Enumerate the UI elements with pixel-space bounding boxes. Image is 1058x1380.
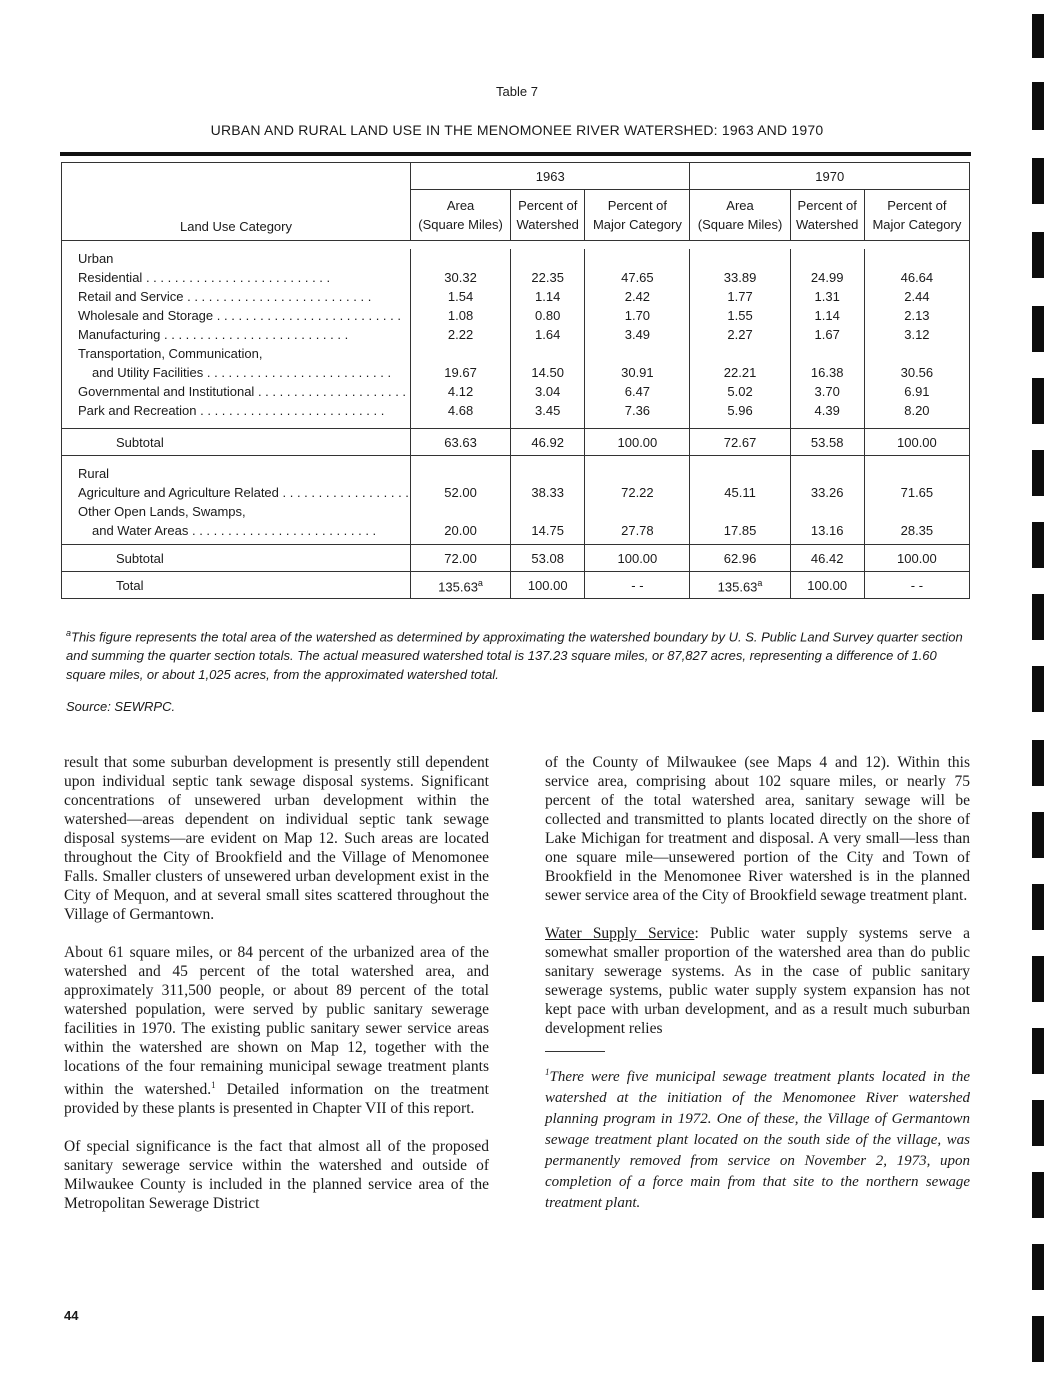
category-header-cell xyxy=(62,163,411,241)
summary-label: Subtotal xyxy=(62,545,411,572)
value-cell: 72.22 xyxy=(585,483,690,502)
value-cell: 13.16 xyxy=(790,521,864,540)
value-cell: 24.99 xyxy=(790,268,864,287)
value-cell: 100.00 xyxy=(585,545,690,572)
value-cell: 4.68 xyxy=(411,401,511,420)
rural-subtotal-row xyxy=(62,545,970,572)
value-cell: 1.31 xyxy=(790,287,864,306)
value-cell: 2.44 xyxy=(864,287,969,306)
table-row-label-line: Transportation, Communication, xyxy=(62,344,970,363)
value-cell: 33.26 xyxy=(790,483,864,502)
table-row-label-line: Other Open Lands, Swamps, xyxy=(62,502,970,521)
table-row xyxy=(62,363,970,382)
value-cell: 27.78 xyxy=(585,521,690,540)
value-cell: 0.80 xyxy=(511,306,585,325)
table-row xyxy=(62,483,970,502)
scan-edge-bar xyxy=(1032,1316,1044,1362)
row-label: Agriculture and Agriculture Related . . . xyxy=(78,485,411,500)
value-cell: - - xyxy=(585,572,690,599)
value-cell: 100.00 xyxy=(585,429,690,456)
column-footnote: $^1$There were five municipal sewage treatment plants located in the watershed at the initiation of the Menomonee River watershed planning program in 1972. One of these, the Village of Germantown sewage treatment plant located on the south side of the village, was permanently removed from service on November 2, 1973, upon completion of a force main from that site to the northern sewage treatment plant. xyxy=(545,1067,970,1211)
value-cell: 63.63 xyxy=(411,429,511,456)
footnote-ref: 1 xyxy=(211,1080,216,1090)
value-cell: 62.96 xyxy=(690,545,790,572)
year-header-row xyxy=(62,163,970,190)
land-use-table xyxy=(61,162,970,599)
pct-watershed-header-1963: Percent of Watershed xyxy=(511,190,585,241)
value-cell: 16.38 xyxy=(790,363,864,382)
scan-edge-bar xyxy=(1032,378,1044,424)
value-cell: 1.14 xyxy=(511,287,585,306)
text-column-left xyxy=(64,753,489,1232)
table-number: Table 7 xyxy=(496,84,538,99)
row-label: Wholesale and Storage . . . xyxy=(78,308,401,323)
scan-edge-bar xyxy=(1032,812,1044,858)
pct-watershed-header-1970: Percent of Watershed xyxy=(790,190,864,241)
value-cell: 45.11 xyxy=(690,483,790,502)
value-cell: 4.12 xyxy=(411,382,511,401)
scan-edge-bar xyxy=(1032,594,1044,640)
value-cell: 1.77 xyxy=(690,287,790,306)
scan-edge-bar xyxy=(1032,740,1044,786)
value-cell: 28.35 xyxy=(864,521,969,540)
value-cell: 1.08 xyxy=(411,306,511,325)
value-cell: 100.00 xyxy=(790,572,864,599)
section-label-urban: Urban xyxy=(62,249,970,268)
row-label: and Utility Facilities . . . xyxy=(92,365,391,380)
value-cell: 3.12 xyxy=(864,325,969,344)
value-cell: 8.20 xyxy=(864,401,969,420)
value-cell: 1.64 xyxy=(511,325,585,344)
value-cell: 46.42 xyxy=(790,545,864,572)
value-cell: 2.42 xyxy=(585,287,690,306)
value-cell: 72.00 xyxy=(411,545,511,572)
value-cell: 1.55 xyxy=(690,306,790,325)
value-cell: 14.75 xyxy=(511,521,585,540)
text-column-right xyxy=(545,753,970,1233)
value-cell: 6.91 xyxy=(864,382,969,401)
spacer xyxy=(62,456,970,465)
row-label: Park and Recreation . . . xyxy=(78,403,384,418)
value-cell: 46.92 xyxy=(511,429,585,456)
category-header: Land Use Category xyxy=(179,219,292,234)
row-label: Manufacturing . . . xyxy=(78,327,348,342)
table-top-rule xyxy=(60,152,971,156)
value-cell: 52.00 xyxy=(411,483,511,502)
value-cell: 30.56 xyxy=(864,363,969,382)
year-1963-header: 1963 xyxy=(411,163,690,190)
row-label: and Water Areas . . . xyxy=(92,523,376,538)
row-label: Residential . . . xyxy=(78,270,330,285)
table-row xyxy=(62,382,970,401)
area-header-1970: Area (Square Miles) xyxy=(690,190,790,241)
pct-major-header-1963: Percent of Major Category xyxy=(585,190,690,241)
value-cell: 1.70 xyxy=(585,306,690,325)
value-cell: 2.22 xyxy=(411,325,511,344)
value-cell: 33.89 xyxy=(690,268,790,287)
footnote-text: This figure represents the total area of the watershed as determined by approximating the watershed boundary by U. S. Public Land Survey quarter section and summing the quarter section totals. The actual measured watershed total is 137.23 square miles, or 87,827 acres, representing a difference of 1.60 square miles, or about 1,025 acres, from the approximated watershed total. xyxy=(66,629,963,683)
value-cell: 72.67 xyxy=(690,429,790,456)
value-cell: 100.00 xyxy=(864,545,969,572)
summary-label: Total xyxy=(62,572,411,599)
value-cell: 30.32 xyxy=(411,268,511,287)
scan-edge-bar xyxy=(1032,1100,1044,1146)
value-cell: 30.91 xyxy=(585,363,690,382)
paragraph: About 61 square miles, or 84 percent of the urbanized area of the watershed and 45 percent of the total watershed area, and approximately 311,500 people, or about 89 percent of the total watershed population, were served by public sanitary sewerage facilities in 1970. The existing public sanitary sewer service areas within the watershed are shown on Map 12, together with the locations of the four remaining municipal sewage treatment plants within the watershed.$^1$ Detailed information on the treatment provided by these plants is presented in Chapter VII of this report. xyxy=(64,944,489,1118)
urban-rows xyxy=(62,268,970,420)
value-cell: 2.27 xyxy=(690,325,790,344)
spacer xyxy=(62,420,970,429)
value-cell: 4.39 xyxy=(790,401,864,420)
table-title: URBAN AND RURAL LAND USE IN THE MENOMONEE RIVER WATERSHED: 1963 AND 1970 xyxy=(210,122,824,138)
value-cell: 100.00 xyxy=(864,429,969,456)
table-row xyxy=(62,325,970,344)
row-label: Governmental and Institutional . . . xyxy=(78,384,411,399)
scan-edge-bar xyxy=(1032,884,1044,930)
value-cell: 22.21 xyxy=(690,363,790,382)
scan-edge-bar xyxy=(1032,1028,1044,1074)
paragraph: Water Supply Service: Public water supply systems serve a somewhat smaller proportion of the watershed area than do public sanitary sewerage systems. As in the case of public sanitary sewerage systems, public water supply system expansion has not kept pace with urban development, and as a result much suburban development relies xyxy=(545,925,970,1037)
scan-edge-bar xyxy=(1032,14,1044,58)
value-cell: 2.13 xyxy=(864,306,969,325)
area-header-1963: Area (Square Miles) xyxy=(411,190,511,241)
scan-edge-bar xyxy=(1032,450,1044,496)
section-heading: Water Supply Service xyxy=(545,925,695,942)
header-divider xyxy=(62,241,970,250)
value-cell: 135.63$^a$ xyxy=(690,572,790,599)
value-cell: - - xyxy=(864,572,969,599)
value-cell: 135.63$^a$ xyxy=(411,572,511,599)
table-row xyxy=(62,521,970,540)
value-cell: 38.33 xyxy=(511,483,585,502)
table-row xyxy=(62,401,970,420)
table-row xyxy=(62,268,970,287)
value-cell: 53.08 xyxy=(511,545,585,572)
value-cell: 5.02 xyxy=(690,382,790,401)
paragraph: Of special significance is the fact that almost all of the proposed sanitary sewerage service within the watershed and outside of Milwaukee County is included in the planned service area of the Metropolitan Sewerage District xyxy=(64,1138,489,1213)
total-row xyxy=(62,572,970,599)
summary-label: Subtotal xyxy=(62,429,411,456)
table-footnote xyxy=(66,624,978,684)
value-cell: 6.47 xyxy=(585,382,690,401)
paragraph: of the County of Milwaukee (see Maps 4 and 12). Within this service area, comprising about 102 square miles, or nearly 75 percent of the total watershed area, sanitary sewage will be collected and transmitted to plants located directly on the shore of Lake Michigan for treatment and disposal. A very small—less than one square mile—unsewered portion of the City and Town of Brookfield in the Menomonee River watershed is in the planned sewer service area of the City of Brookfield sewage treatment plant. xyxy=(545,754,970,904)
value-cell: 100.00 xyxy=(511,572,585,599)
scan-edge-bar xyxy=(1032,306,1044,352)
value-cell: 22.35 xyxy=(511,268,585,287)
value-cell: 3.70 xyxy=(790,382,864,401)
footnote-marker: a xyxy=(66,628,72,638)
table-row xyxy=(62,306,970,325)
scan-edge-bar xyxy=(1032,158,1044,204)
scan-edge-bar xyxy=(1032,522,1044,568)
paragraph: result that some suburban development is presently still dependent upon individual septic tank sewage disposal systems. Significant concentrations of unsewered urban development within the watershed—areas dependent on individual septic tank sewage disposal systems—are evident on Map 12. Such areas are located throughout the City of Brookfield and the Village of Menomonee Falls. Smaller clusters of unsewered urban development exist in the City of Mequon, and at several small sites scattered throughout the Village of Germantown. xyxy=(64,754,489,923)
value-cell: 1.67 xyxy=(790,325,864,344)
value-cell: 20.00 xyxy=(411,521,511,540)
value-cell: 17.85 xyxy=(690,521,790,540)
value-cell: 71.65 xyxy=(864,483,969,502)
scan-edge-bar xyxy=(1032,232,1044,278)
table-row xyxy=(62,287,970,306)
scan-edge-bar xyxy=(1032,956,1044,1002)
scan-edge-bar xyxy=(1032,666,1044,712)
section-label-rural: Rural xyxy=(62,464,970,483)
table-source: Source: SEWRPC. xyxy=(66,699,176,714)
value-cell: 3.04 xyxy=(511,382,585,401)
page-number: 44 xyxy=(64,1308,79,1323)
value-cell: 7.36 xyxy=(585,401,690,420)
urban-subtotal-row xyxy=(62,429,970,456)
value-cell: 3.45 xyxy=(511,401,585,420)
value-cell: 3.49 xyxy=(585,325,690,344)
scan-edge-bar xyxy=(1032,1172,1044,1218)
row-label: Retail and Service . . . xyxy=(78,289,371,304)
value-cell: 47.65 xyxy=(585,268,690,287)
value-cell: 14.50 xyxy=(511,363,585,382)
scan-edge-bar xyxy=(1032,1244,1044,1290)
value-cell: 19.67 xyxy=(411,363,511,382)
rural-rows xyxy=(62,483,970,540)
value-cell: 5.96 xyxy=(690,401,790,420)
pct-major-header-1970: Percent of Major Category xyxy=(864,190,969,241)
value-cell: 46.64 xyxy=(864,268,969,287)
value-cell: 53.58 xyxy=(790,429,864,456)
value-cell: 1.14 xyxy=(790,306,864,325)
value-cell: 1.54 xyxy=(411,287,511,306)
year-1970-header: 1970 xyxy=(690,163,970,190)
footnote-rule xyxy=(545,1051,605,1052)
